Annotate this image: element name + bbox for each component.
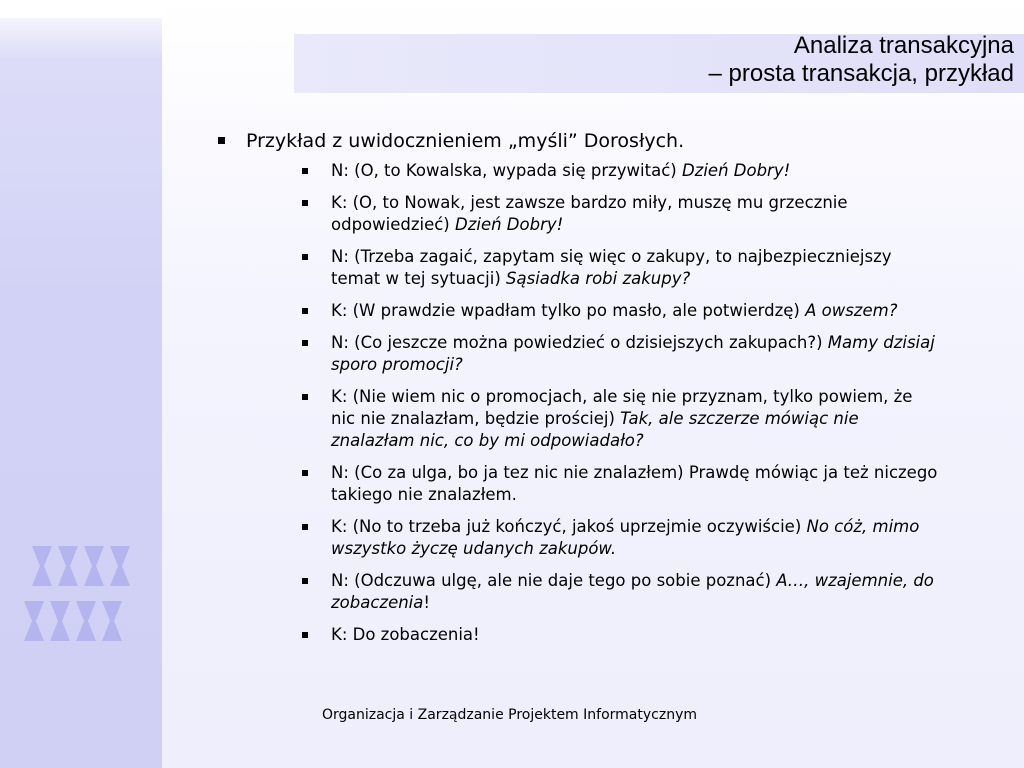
dialogue-italic: Dzień Dobry! [681,161,791,180]
square-bullet-icon [302,578,308,584]
dialogue-italic: A owszem? [805,301,898,320]
dialogue-item [246,160,939,182]
main-bullet-text: Przykład z uwidocznieniem „myśli” Dorosłych. [246,130,685,152]
dialogue-text: N: (Odczuwa ulgę, ale nie daje tego po sobie poznać) [331,571,777,590]
dialogue-item [246,462,939,506]
square-bullet-icon [218,137,225,144]
square-bullet-icon [302,254,308,260]
dialogue-italic: Mamy dzisiaj sporo promocji? [331,333,935,374]
dialogue-italic: No cóż, mimo wszystko życzę udanych zakupów. [331,517,920,558]
square-bullet-icon [302,168,308,174]
title-line-1: Analiza transakcyjna [793,32,1014,59]
dialogue-item [246,516,939,560]
dialogue-text: K: Do zobaczenia! [331,625,480,644]
dialogue-italic: Sąsiadka robi zakupy? [506,269,691,288]
dialogue-text: N: (O, to Kowalska, wypada się przywitać) [331,161,682,180]
square-bullet-icon [302,470,308,476]
main-bullet [214,128,944,646]
sidebar-top [0,0,162,18]
dialogue-item [246,570,939,614]
dialogue-italic: A…, wzajemnie, do zobaczenia [331,571,934,612]
square-bullet-icon [302,524,308,530]
dialogue-item [246,300,939,322]
dialogue-text: K: (O, to Nowak, jest zawsze bardzo miły, muszę mu grzecznie odpowiedzieć) [331,193,848,234]
dialogue-tail: ! [423,593,431,612]
square-bullet-icon [302,632,308,638]
dialogue-list [246,160,944,646]
slide-content [214,128,944,656]
dialogue-text: N: (Co jeszcze można powiedzieć o dzisiejszych zakupach?) [331,333,828,352]
slide-title [334,32,1014,88]
dialogue-italic: Tak, ale szczerze mówiąc nie znalazłam nic, co by mi odpowiadało? [331,409,859,450]
sidebar-panel [0,0,162,768]
dialogue-item [246,332,939,376]
title-line-2: – prosta transakcja, przykład [708,60,1014,87]
square-bullet-icon [302,200,308,206]
square-bullet-icon [302,340,308,346]
dialogue-text: K: (Nie wiem nic o promocjach, ale się nie przyznam, tylko powiem, że nic nie znalazłam, będzie prościej) [331,387,913,428]
dialogue-text: N: (Trzeba zagaić, zapytam się więc o zakupy, to najbezpieczniejszy temat w tej sytuacji) [331,247,892,288]
dialogue-item [246,624,939,646]
dialogue-item [246,386,939,452]
dialogue-text: N: (Co za ulga, bo ja tez nic nie znalazłem) Prawdę mówiąc ja też niczego takiego nie znalazłem. [331,463,938,504]
bullet-list [214,128,944,646]
chevrons-right-icon [22,546,142,586]
dialogue-text: K: (W prawdzie wpadłam tylko po masło, ale potwierdzę) [331,301,806,320]
square-bullet-icon [302,308,308,314]
square-bullet-icon [302,394,308,400]
slide-footer: Organizacja i Zarządzanie Projektem Informatycznym [322,707,697,723]
dialogue-text: K: (No to trzeba już kończyć, jakoś uprzejmie oczywiście) [331,517,807,536]
dialogue-italic: Dzień Dobry! [455,215,564,234]
chevrons-left-icon [22,601,142,641]
dialogue-item [246,246,939,290]
dialogue-item [246,192,939,236]
